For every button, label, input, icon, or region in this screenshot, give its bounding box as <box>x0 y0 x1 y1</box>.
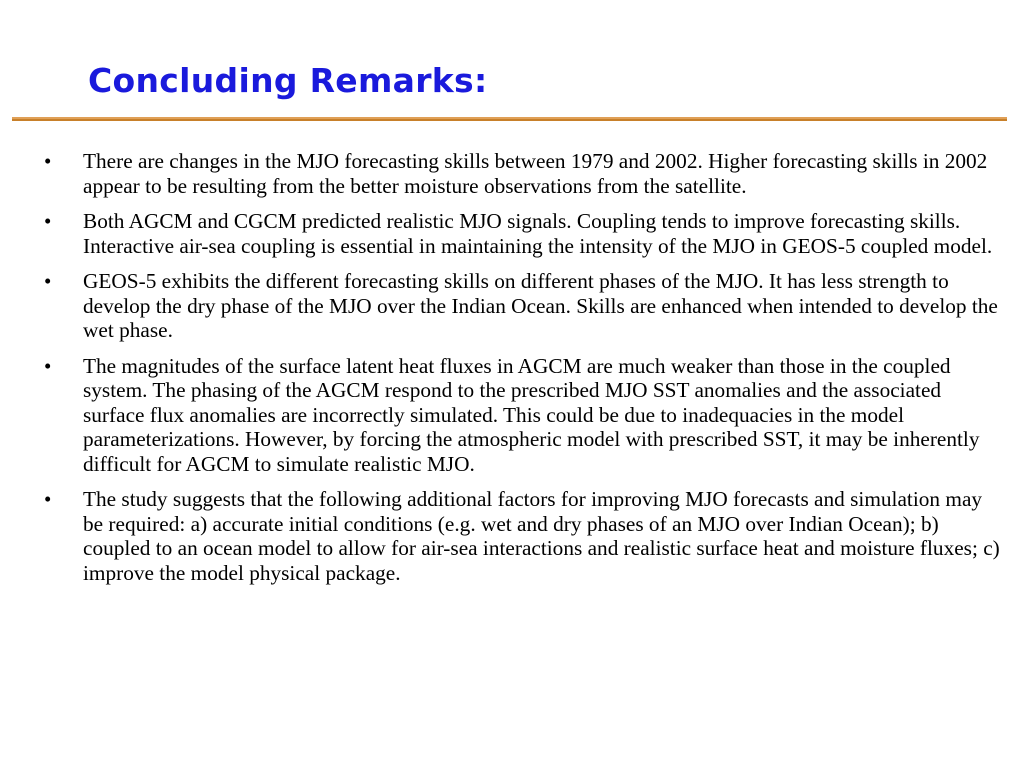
bullet-item <box>0 209 1000 258</box>
bullet-text: Both AGCM and CGCM predicted realistic MJO signals. Coupling tends to improve forecasting skills. Interactive air-sea coupling is essential in maintaining the intensity of the MJO in GEOS-5 coupled model. <box>83 209 993 258</box>
bullet-list <box>0 149 1000 596</box>
bullet-text: GEOS-5 exhibits the different forecasting skills on different phases of the MJO. It has less strength to develop the dry phase of the MJO over the Indian Ocean. Skills are enhanced when intended to develop the wet phase. <box>83 269 998 342</box>
bullet-item <box>0 487 1000 585</box>
bullet-marker: • <box>44 353 52 378</box>
title-divider <box>12 117 1007 121</box>
bullet-item <box>0 149 1000 198</box>
bullet-marker: • <box>44 487 52 511</box>
bullet-item <box>0 269 1000 343</box>
bullet-text: There are changes in the MJO forecasting skills between 1979 and 2002. Higher forecasting skills in 2002 appear to be resulting from the better moisture observations from the satellite. <box>83 149 988 198</box>
bullet-marker: • <box>44 269 52 293</box>
bullet-text: The study suggests that the following additional factors for improving MJO forecasts and simulation may be required: a) accurate initial conditions (e.g. wet and dry phases of an MJO over Indian Ocean); b) coupled to an ocean model to allow for air-sea interactions and realistic surface heat and moisture fluxes; c) improve the model physical package. <box>83 487 1000 585</box>
slide-title: Concluding Remarks: <box>88 61 488 100</box>
bullet-marker: • <box>44 149 52 173</box>
bullet-marker: • <box>44 209 52 233</box>
bullet-item <box>0 354 1000 477</box>
bullet-text: The magnitudes of the surface latent heat fluxes in AGCM are much weaker than those in the coupled system. The phasing of the AGCM respond to the prescribed MJO SST anomalies and the associated surface flux anomalies are incorrectly simulated. This could be due to inadequacies in the model parameterizations. However, by forcing the atmospheric model with prescribed SST, it may be inherently difficult for AGCM to simulate realistic MJO. <box>83 353 980 476</box>
